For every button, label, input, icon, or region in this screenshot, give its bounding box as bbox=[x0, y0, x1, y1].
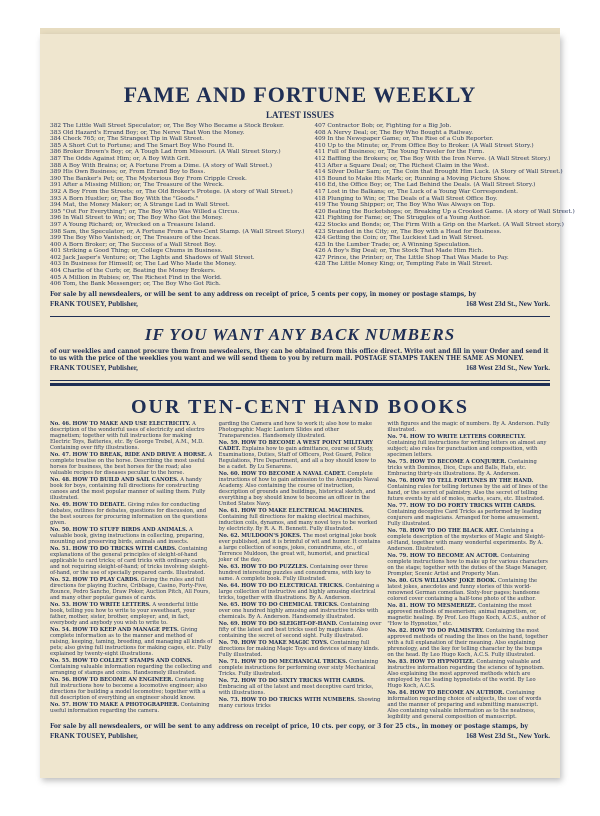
issue-item: 409 In the Newspaper Game; or, The Rise of a Cub Reporter. bbox=[314, 136, 494, 143]
magazine-back-cover bbox=[40, 34, 575, 778]
handbook-entry bbox=[50, 477, 213, 501]
issue-item: 426 A Boy's Big Deal; or, The Stock That Made Him Rich. bbox=[314, 248, 484, 255]
handbook-title: No. 77. HOW TO DO FORTY TRICKS WITH CARDS. bbox=[387, 502, 536, 509]
handbook-description: Containing explanations of the general principles of sleight-of-hand applicable to card tricks; of card tricks with ordinary cards, and not requiring sleight-of-hand; of tricks involving sleight-of-hand, or the use of specially prepared cards. Illustrated. bbox=[50, 545, 210, 576]
handbook-entry bbox=[219, 583, 382, 601]
handbook-description: Containing the most approved methods of reading the lines on the hand, together with a full explanation of their meaning. Also explaining phrenology, and the key for telling character by the bumps on the head. By Leo Hugo Koch, A.C.S. Fully illustrated. bbox=[387, 627, 548, 658]
handbook-title: No. 83. HOW TO HYPNOTIZE. bbox=[387, 658, 475, 665]
handbook-entry bbox=[50, 502, 213, 526]
issue-item: 398 Sam, the Speculator; or, A Fortune From a Two-Cent Stamp. (A Wall Street Story.) bbox=[50, 228, 305, 235]
handbook-description: Containing a complete description of the mysteries of Magic and Sleight-of-Hand, together with many wonderful experiments. By A. Anderson. Illustrated. bbox=[387, 527, 545, 552]
handbooks-sale-note: For sale by all newsdealers, or will be sent to any address on receipt of price, 10 cts. per copy, or 3 for 25 cts., in money or postage stamps, by bbox=[50, 722, 528, 730]
issue-item: 389 His Own Business; or, From Errand Boy to Boss. bbox=[50, 169, 206, 176]
handbook-entry bbox=[50, 677, 213, 701]
handbook-description: Explains how to gain admittance, course of Study, Examinations, Duties, Staff of Officers, Post Guard, Police Regulations, Fire Department, and all a boy should know to be a cadet. By Lu Senarens. bbox=[218, 445, 376, 470]
handbook-entry bbox=[219, 640, 382, 658]
handbook-title: No. 71. HOW TO DO MECHANICAL TRICKS. bbox=[218, 658, 348, 665]
handbook-entry bbox=[50, 577, 213, 601]
publisher-line bbox=[50, 732, 550, 740]
handbook-description: Containing deceptive Card Tricks as performed by leading conjurers and magicians. Arranged for home amusement. Fully illustrated. bbox=[387, 508, 542, 527]
handbook-description: Containing information regarding choice of subjects, the use of words and the manner of preparing and submitting manuscript. Also containing valuable information as to the neatness, legibility and general composition of manuscript. bbox=[387, 689, 542, 720]
handbook-entry bbox=[50, 527, 213, 545]
issue-item: 383 Old Hazard's Errand Boy; or, The Nerve That Won the Money. bbox=[50, 129, 245, 136]
handbooks-list bbox=[50, 421, 550, 721]
handbook-entry bbox=[387, 503, 550, 527]
issue-list bbox=[50, 123, 575, 288]
handbook-entry bbox=[219, 621, 382, 639]
issue-item: 388 A Boy With Brains; or, A Fortune From a Dime. (A story of Wall Street.) bbox=[50, 162, 272, 169]
handbook-entry bbox=[387, 459, 550, 477]
issue-item: 395 "Out For Everything"; or, The Boy Who Was Willed a Circus. bbox=[50, 208, 240, 215]
issue-item: 396 In Wall Street to Win; or, The Boy Who Got the Money. bbox=[50, 215, 223, 222]
handbook-title: No. 69. HOW TO DO SLEIGHT-OF-HAND. bbox=[218, 620, 338, 627]
handbook-entry bbox=[219, 533, 382, 563]
issue-item: 416 Ed, the Office Boy; or, The Lad Behind the Deals. (A Wall Street Story.) bbox=[314, 182, 536, 189]
handbook-description: garding the Camera and how to work it; also how to make Photographic Magic Lantern Slides and other Transparencies. Handsomely illustrated. bbox=[218, 420, 372, 439]
publisher-address: 168 West 23d St., New York. bbox=[465, 363, 550, 372]
handbook-entry bbox=[219, 421, 382, 439]
handbook-description: Containing full directions for making electrical machines, induction coils, dynamos, and many novel toys to be worked by electricity. By R. A. R. Bennett. Fully illustrated. bbox=[218, 513, 378, 532]
issue-item: 425 In the Lumber Trade; or, A Winning Speculation. bbox=[314, 241, 471, 248]
issue-item: 406 Tom, the Bank Messenger; or, The Boy Who Got Rich. bbox=[50, 281, 221, 288]
handbook-description: A valuable book, giving instructions in collecting, preparing, mounting and preserving birds, animals and insects. bbox=[50, 526, 205, 545]
issue-list-right bbox=[314, 123, 574, 288]
issue-item: 394 Mat, the Money Maker; or, A Strange Lad in Wall Street. bbox=[50, 202, 230, 209]
handbook-description: Embracing all of the latest and most deceptive card tricks, with illustrations. bbox=[218, 683, 374, 696]
issue-item: 418 Plunging to Win; or, The Deals of a Wall Street Office Boy. bbox=[314, 195, 498, 202]
handbooks-title: OUR TEN-CENT HAND BOOKS bbox=[130, 395, 470, 418]
issue-item: 382 The Little Wall Street Speculator; or, The Boy Who Became a Stock Broker. bbox=[50, 123, 284, 129]
handbook-title: No. 60. HOW TO BECOME A NAVAL CADET. bbox=[218, 470, 346, 477]
handbook-entry bbox=[50, 602, 213, 626]
handbook-entry bbox=[387, 528, 550, 552]
issue-item: 393 A Born Hustler; or, The Boy With the "Goods." bbox=[50, 195, 199, 202]
handbook-title: No. 54. HOW TO KEEP AND MANAGE PETS. bbox=[50, 626, 179, 633]
handbook-entry bbox=[219, 440, 382, 470]
handbook-description: A description of the wonderful uses of electricity and electro magnetism; together with full instructions for making Electric Toys, Batteries, etc. By George Trebel, A.M., M.D. Containing over fifty illustrations. bbox=[50, 420, 205, 451]
issue-item: 404 Charlie of the Curb; or, Beating the Money Brokers. bbox=[50, 268, 216, 275]
issue-item: 427 Prince, the Printer; or, The Little Shop That Was Made to Pay. bbox=[314, 254, 509, 261]
handbook-description: A wonderful little book, telling you how to write to your sweetheart, your father, mother, sister, brother, employer; and, in fact, everybody and anybody you wish to write to. bbox=[50, 601, 199, 626]
handbook-entry bbox=[387, 578, 550, 602]
handbook-description: Containing full instructions how to become a locomotive engineer; also directions for building a model locomotive; together with a full description of everything an engineer should know. bbox=[50, 676, 207, 701]
issue-item: 414 Silver Dollar Sam; or, The Coin that Brought Him Luck. (A Story of Wall Street.) bbox=[314, 169, 563, 176]
publisher-name: FRANK TOUSEY, Publisher, bbox=[50, 299, 138, 308]
issue-item: 392 A Boy From the Streets; or, The Old Broker's Protege. (A story of Wall Street.) bbox=[50, 188, 293, 195]
handbook-title: No. 74. HOW TO WRITE LETTERS CORRECTLY. bbox=[387, 433, 526, 440]
latest-issues-heading: LATEST ISSUES bbox=[266, 110, 334, 120]
handbook-entry bbox=[387, 603, 550, 627]
handbook-description: Showing many curious tricks bbox=[218, 696, 381, 709]
handbook-description: Containing valuable and instructive information regarding the science of hypnotism. Also explaining the most approved methods which are employed by the leading hypnotists of the world. By Leo Hugo Koch, A.C.S. bbox=[387, 658, 545, 689]
handbook-description: with figures and the magic of numbers. By A. Anderson. Fully illustrated. bbox=[387, 420, 550, 433]
handbook-title: No. 81. HOW TO MESMERIZE. bbox=[387, 602, 477, 609]
issue-item: 411 Full of Business; or, The Young Traveler for the Firm. bbox=[314, 149, 485, 156]
issue-item: 384 Check 765; or, The Strangest Tip in Wall Street. bbox=[50, 136, 204, 143]
handbook-entry bbox=[50, 452, 213, 476]
handbook-title: No. 51. HOW TO DO TRICKS WITH CARDS. bbox=[50, 545, 177, 552]
handbook-title: No. 75. HOW TO BECOME A CONJURER. bbox=[387, 458, 507, 465]
handbook-description: Containing useful information regarding the camera. bbox=[50, 701, 210, 714]
handbook-title: No. 78. HOW TO DO THE BLACK ART. bbox=[387, 527, 499, 534]
handbook-title: No. 72. HOW TO DO SIXTY TRICKS WITH CARDS. bbox=[218, 677, 365, 684]
handbook-title: No. 59. HOW TO BECOME A WEST POINT MILITARY CADET. bbox=[218, 439, 373, 452]
handbook-description: Containing complete instructions for performing over sixty Mechanical Tricks. Fully illustrated. bbox=[218, 658, 379, 677]
handbook-description: A handy book for boys, containing full directions for constructing canoes and the most popular manner of sailing them. Fully illustrated. bbox=[50, 476, 206, 501]
handbook-title: No. 82. HOW TO DO PALMISTRY. bbox=[387, 627, 484, 634]
handbook-description: Giving rules for conducting debates, outlines for debates, questions for discussion, and the best sources for procuring information on the questions given. bbox=[50, 501, 208, 526]
handbook-title: No. 57. HOW TO MAKE A PHOTOGRAPHER. bbox=[50, 701, 179, 708]
issue-item: 415 Bound to Make His Mark; or, Running a Moving Picture Show. bbox=[314, 175, 511, 182]
handbook-entry bbox=[387, 628, 550, 658]
handbook-entry bbox=[219, 564, 382, 582]
issue-item: 420 Beating the Bucketshops; or, Breaking Up a Crooked Game. (A story of Wall Street.) bbox=[314, 208, 575, 215]
publisher-line bbox=[50, 300, 550, 308]
issue-item: 407 Contractor Bob; or, Fighting for a Big Job. bbox=[314, 123, 452, 129]
issue-item: 386 Broker Brown's Boy; or, A Tough Lad from Missouri. (A Wall Street Story.) bbox=[50, 149, 281, 156]
handbook-title: No. 46. HOW TO MAKE AND USE ELECTRICITY. bbox=[50, 420, 191, 427]
issue-item: 405 A Million in Rubies; or, The Richest Find in the World. bbox=[50, 274, 222, 281]
publisher-line bbox=[50, 364, 550, 372]
handbook-entry bbox=[387, 478, 550, 502]
handbook-entry bbox=[50, 702, 213, 714]
publisher-name: FRANK TOUSEY, Publisher, bbox=[50, 731, 138, 740]
handbook-entry bbox=[387, 434, 550, 458]
issue-item: 397 A Young Richard; or, Wrecked on a Treasure Island. bbox=[50, 221, 216, 228]
handbook-entry bbox=[219, 602, 382, 620]
handbook-title: No. 70. HOW TO MAKE MAGIC TOYS. bbox=[218, 639, 329, 646]
publisher-address: 168 West 23d St., New York. bbox=[465, 299, 550, 308]
divider bbox=[50, 380, 550, 381]
issue-item: 413 After a Square Deal; or, The Richest Claim in the West. bbox=[314, 162, 490, 169]
handbook-entry bbox=[219, 697, 382, 709]
handbook-title: No. 50. HOW TO STUFF BIRDS AND ANIMALS. bbox=[50, 526, 188, 533]
issue-list-left bbox=[50, 123, 304, 288]
handbook-title: No. 84. HOW TO BECOME AN AUTHOR. bbox=[387, 689, 505, 696]
handbook-title: No. 65. HOW TO DO CHEMICAL TRICKS. bbox=[218, 601, 339, 608]
handbook-title: No. 61. HOW TO MAKE ELECTRICAL MACHINES. bbox=[218, 507, 364, 514]
handbook-title: No. 55. HOW TO COLLECT STAMPS AND COINS. bbox=[50, 657, 193, 664]
issue-item: 424 Getting the Coin; or, The Luckiest Lad in Wall Street. bbox=[314, 235, 484, 242]
handbook-title: No. 73. HOW TO DO TRICKS WITH NUMBERS. bbox=[218, 696, 356, 703]
handbook-description: Containing the most approved methods of mesmerism; animal magnetism, or, magnetic healing. By Prof. Leo Hugo Koch, A.C.S., author of "How to Hypnotize," etc. bbox=[387, 602, 546, 627]
handbook-entry bbox=[50, 421, 213, 451]
handbook-title: No. 53. HOW TO WRITE LETTERS. bbox=[50, 601, 151, 608]
issue-item: 400 A Born Broker; or, The Success of a Wall Street Boy. bbox=[50, 241, 217, 248]
issue-item: 399 The Boy Who Vanished; or, The Treasure of the Incas. bbox=[50, 235, 221, 242]
issue-item: 385 A Short Cut to Fortune; and The Smart Boy Who Found It. bbox=[50, 142, 235, 149]
handbook-entry bbox=[387, 421, 550, 433]
handbook-title: No. 63. HOW TO DO PUZZLES. bbox=[218, 563, 309, 570]
handbook-description: Giving complete information as to the manner and method of raising, keeping, taming, breeding, and managing all kinds of pets; also giving full instructions for making cages, etc. Fully explained by twenty-eight illustrations. bbox=[50, 626, 213, 657]
handbook-description: Containing complete instructions how to make up for various characters on the stage; together with the duties of the Stage Manager, Prompter, Scenic Artist and Property Man. bbox=[387, 552, 548, 577]
handbook-title: No. 64. HOW TO DO ELECTRICAL TRICKS. bbox=[218, 582, 344, 589]
handbook-entry bbox=[387, 659, 550, 689]
handbook-title: No. 48. HOW TO BUILD AND SAIL CANOES. bbox=[50, 476, 179, 483]
handbook-description: Containing a large collection of instructive and highly amusing electrical tricks, together with illustrations. By A. Anderson. bbox=[218, 582, 380, 601]
handbook-title: No. 56. HOW TO BECOME AN ENGINEER. bbox=[50, 676, 174, 683]
handbook-title: No. 76. HOW TO TELL FORTUNES BY THE HAND. bbox=[387, 477, 534, 484]
issue-item: 422 Stocks and Bonds; or, The Firm With a Grip on the Market. (A Wall Street story.) bbox=[314, 221, 564, 228]
issue-item: 428 The Little Money King; or, Tempting Fate in Wall Street. bbox=[314, 261, 493, 268]
issue-item: 387 The Odds Against Him; or, A Boy With Grit. bbox=[50, 155, 191, 162]
issue-item: 410 Up to the Minute; or, From Office Boy to Broker. (A Wall Street Story.) bbox=[314, 142, 534, 149]
issue-item: 419 The Young Shipper; or, The Boy Who Was Always on Top. bbox=[314, 202, 495, 209]
handbook-description: Giving the rules and full directions for playing Euchre, Cribbage, Casino, Forty-Five, Rounce, Pedro Sancho, Draw Poker, Auction Pitch, All Fours, and many other popular games of cards. bbox=[50, 576, 211, 601]
issue-item: 408 A Nervy Deal; or, The Boy Who Bought a Railway. bbox=[314, 129, 474, 136]
handbooks-col-1 bbox=[50, 421, 213, 721]
issue-item: 423 Stranded in the City; or, The Boy with a Head for Business. bbox=[314, 228, 502, 235]
handbook-title: No. 52. HOW TO PLAY CARDS. bbox=[50, 576, 139, 583]
handbook-title: No. 49. HOW TO DEBATE. bbox=[50, 501, 126, 508]
back-numbers-title: IF YOU WANT ANY BACK NUMBERS bbox=[144, 324, 456, 344]
handbook-description: Containing the latest jokes, anecdotes and funny stories of this world-renowned German comedian. Sixty-four pages; handsome colored cover containing a half-tone photo of the author. bbox=[387, 577, 540, 602]
handbook-description: Containing over one hundred highly amusing and instructive tricks with chemicals. By A. Anderson. Handsomely illustrated. bbox=[218, 601, 379, 620]
back-numbers-text: of our weeklies and cannot procure them from newsdealers, they can be obtained from this office direct. Write out and fill in your Order and send it to us with the price of the weeklies you want and we will send them to you by return mail. POSTAGE STAMPS TAKEN THE SAME AS MONEY. bbox=[50, 347, 549, 362]
handbook-description: The most original joke book ever published, and it is brimful of wit and humor. It contains a large collection of songs, jokes, conundrums, etc., of Terrence Muldoon, the great wit, humorist, and practical joker of the day. bbox=[218, 532, 381, 563]
issue-item: 401 Striking a Good Thing; or, College Chums in Business. bbox=[50, 248, 223, 255]
issue-item: 402 Jack Jasper's Venture; or, The Lights and Shadows of Wall Street. bbox=[50, 254, 255, 261]
handbook-description: Containing over three hundred interesting puzzles and conundrums, with key to same. A complete book. Fully illustrated. bbox=[218, 563, 371, 582]
issue-item: 421 Fighting for Fame; or, The Struggles of a Young Author. bbox=[314, 215, 491, 222]
divider bbox=[50, 316, 550, 317]
handbook-description: Containing full instructions for writing letters on almost any subject; also rules for punctuation and composition, with specimen letters. bbox=[387, 439, 547, 458]
handbook-title: No. 79. HOW TO BECOME AN ACTOR. bbox=[387, 552, 499, 559]
handbook-title: No. 62. MULDOON'S JOKES. bbox=[218, 532, 302, 539]
handbook-description: Containing tricks with Dominos, Dice, Cups and Balls, Hats, etc. Embracing thirty-six illustrations. By A. Anderson. bbox=[387, 458, 537, 477]
fame-title: FAME AND FORTUNE WEEKLY bbox=[123, 82, 477, 107]
handbook-description: A complete treatise on the horse. Describing the most useful horses for business, the best horses for the road; also valuable recipes for diseases peculiar to the horse. bbox=[50, 451, 213, 476]
handbook-description: Complete instructions of how to gain admission to the Annapolis Naval Academy. Also containing the course of instruction, description of grounds and buildings, historical sketch, and everything a boy should know to become an officer in the United States Navy. bbox=[218, 470, 379, 507]
sale-note: For sale by all newsdealers, or will be sent to any address on receipt of price, 5 cents per copy, in money or postage stamps, by bbox=[50, 290, 477, 298]
publisher-address: 168 West 23d St., New York. bbox=[465, 731, 550, 740]
handbook-entry bbox=[219, 678, 382, 696]
issue-item: 391 After a Missing Million; or, The Treasure of the Wreck. bbox=[50, 182, 224, 189]
publisher-name: FRANK TOUSEY, Publisher, bbox=[50, 363, 138, 372]
issue-item: 390 The Banker's Pet; or, The Mysterious Boy From Cripple Creek. bbox=[50, 175, 247, 182]
handbook-description: Containing valuable information regarding the collecting and arranging of stamps and coins. Handsomely illustrated. bbox=[50, 663, 212, 676]
handbook-entry bbox=[50, 627, 213, 657]
handbook-entry bbox=[219, 659, 382, 677]
handbook-description: Containing full directions for making Magic Toys and devices of many kinds. Fully illustrated. bbox=[218, 639, 380, 658]
issue-item: 412 Baffling the Brokers; or, The Boy With the Iron Nerve. (A Wall Street Story.) bbox=[314, 155, 551, 162]
handbook-entry bbox=[219, 508, 382, 532]
handbook-title: No. 80. GUS WILLIAMS' JOKE BOOK. bbox=[387, 577, 497, 584]
handbooks-col-2 bbox=[219, 421, 382, 721]
handbook-description: Containing over fifty of the latest and best tricks used by magicians. Also containing the secret of second sight. Fully illustrated. bbox=[218, 620, 382, 639]
handbook-entry bbox=[50, 658, 213, 676]
handbooks-col-3 bbox=[387, 421, 550, 721]
handbook-title: No. 47. HOW TO BREAK, RIDE AND DRIVE A HORSE. bbox=[50, 451, 207, 458]
issue-item: 417 Lost in the Balkans; or, The Luck of a Young War Correspondent. bbox=[314, 188, 519, 195]
handbook-description: Containing rules for telling fortunes by the aid of lines of the hand, or the secret of palmistry. Also the secret of telling future events by aid of moles, marks, scars, etc. Illustrated. bbox=[387, 483, 548, 502]
issue-item: 403 In Business for Himself; or, The Lad Who Made the Money. bbox=[50, 261, 237, 268]
handbook-entry bbox=[387, 690, 550, 720]
handbook-entry bbox=[219, 471, 382, 507]
divider bbox=[50, 383, 550, 386]
handbook-entry bbox=[50, 546, 213, 576]
handbook-entry bbox=[387, 553, 550, 577]
